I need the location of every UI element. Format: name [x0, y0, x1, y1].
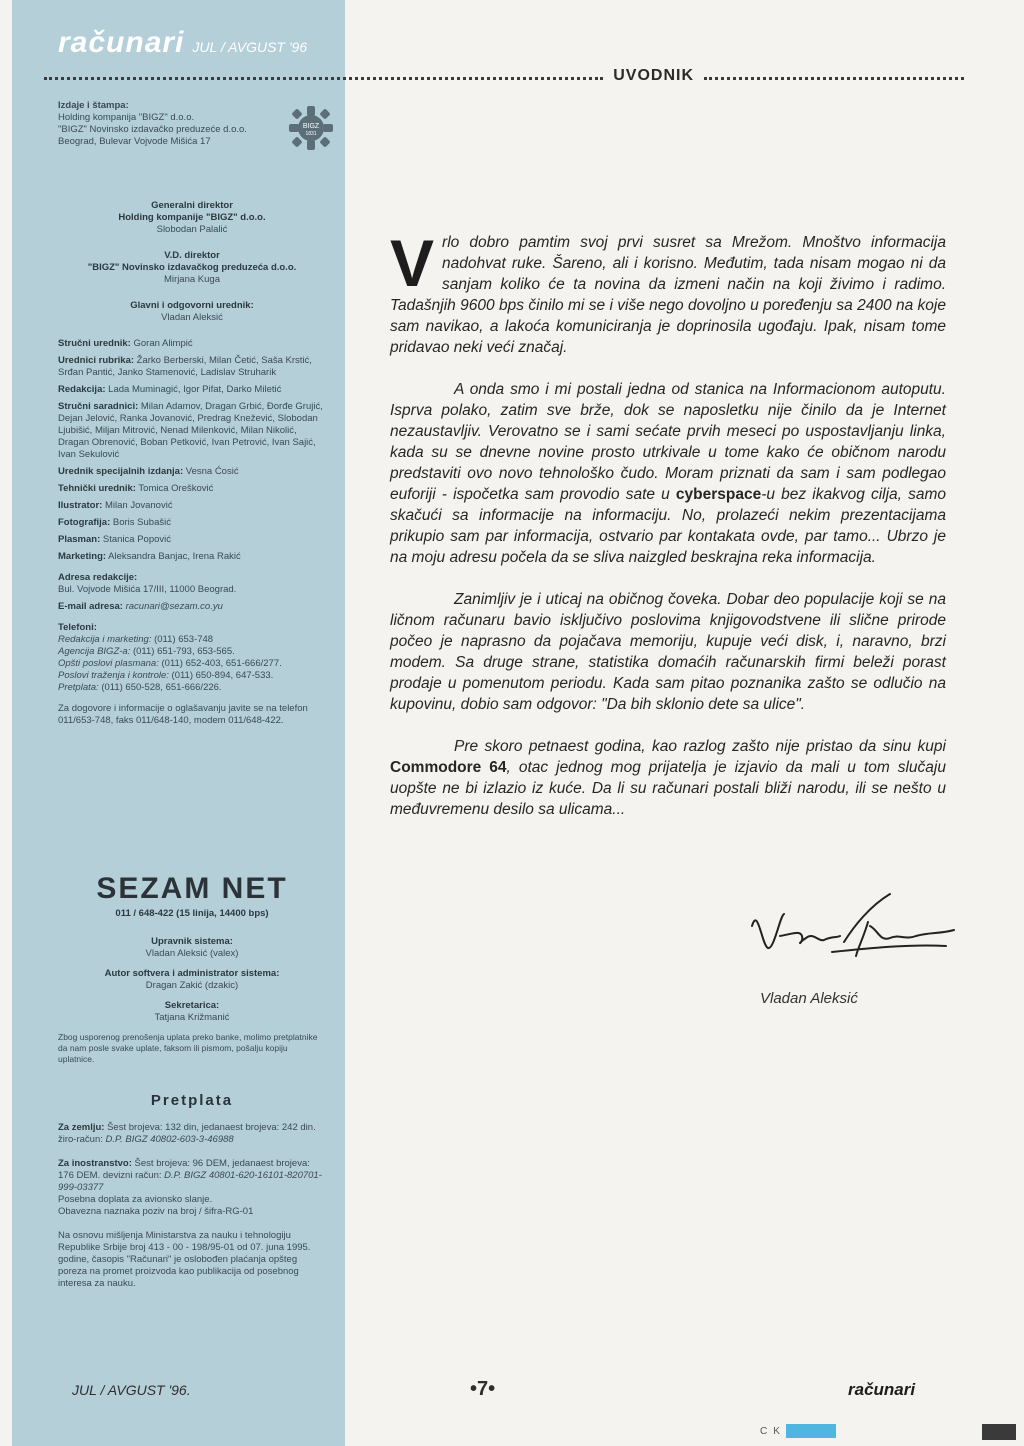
magazine-header [58, 26, 307, 66]
signature-icon [740, 886, 960, 976]
editor-in-chief: Glavni i odgovorni urednik: Vladan Aleksić [130, 300, 254, 323]
section-title: UVODNIK [613, 67, 694, 84]
sezam-subtitle: 011 / 648-422 (15 linija, 14400 bps) [115, 908, 269, 919]
bigz-logo-icon [287, 104, 335, 152]
article-paragraph: Vrlo dobro pamtim svoj prvi susret sa Mrežom. Mnoštvo informacija nadohvat ruke. Šareno, ali i korisno. Međutim, tada nisam mogao ni da sanjam koliko će ta novina da izmeni način na koji živimo i radimo. Tadašnjih 9600 bps činilo mi se i više nego dovoljno u poređenju sa 2400 na koje sam navikao, a lakoća komuniciranja je doprinosila ugođaju. Ipak, nisam tome pridavao neki veći značaj. [390, 226, 946, 356]
staff-entry: Tehnički urednik: Tomica Orešković [58, 483, 214, 494]
page-number: •7• [470, 1378, 496, 1400]
registration-mark [982, 1424, 1016, 1440]
logo-text: BIGZ [302, 123, 320, 130]
staff-entry: Redakcija: Lada Muminagić, Igor Pifat, Darko Miletić [58, 384, 282, 395]
section-divider [44, 68, 964, 84]
subscription-title: Pretplata [150, 1092, 234, 1109]
publisher-block [58, 100, 288, 148]
drop-cap: V [390, 226, 435, 300]
staff-entry: Ilustrator: Milan Jovanović [58, 500, 173, 511]
staff-entry: Stručni urednik: Goran Alimpić [58, 338, 193, 349]
cyan-swatch [786, 1424, 836, 1438]
masthead [58, 200, 326, 732]
sezam-note: Zbog usporenog prenošenja uplata preko banke, molimo pretplatnike da nam posle svake uplate, faksom ili pismom, pošalju kopiju uplatnice. [58, 1032, 318, 1064]
acting-director: V.D. direktor "BIGZ" Novinsko izdavačkog preduzeća d.o.o. Mirjana Kuga [87, 250, 297, 285]
staff-entry: Stručni saradnici: Milan Adamov, Dragan Grbić, Đorđe Grujić, Dejan Jelović, Ranka Jovanović, Predrag Knežević, Slobodan Ljubišić, Miljan Mitrović, Nenad Milenković, Milan Nikolić, Dragan Obrenović, Boban Petković, Ivan Petrović, Ivan Sajić, Ivan Sekulović [58, 401, 323, 460]
staff-entry: Urednici rubrika: Žarko Berberski, Milan Četić, Saša Krstić, Srđan Pantić, Janko Stamenović, Ladislav Struharik [58, 355, 312, 378]
article-paragraph: Zanimljiv je i uticaj na običnog čoveka. Dobar deo populacije koji se na ličnom računaru bavio isključivo poslovima knjigovodstvene ili slične prirode počeo je naprasno da pojačava memoriju, kupuje veći disk, i, naravno, brzi modem. Sa druge strane, statistika domaćih računarskih firmi beleži porast prodaje u pomenutom periodu. Kada sam pitao poznanika zašto se odlučio na kupovinu, dobio sam odgovor: "Da bih sklonio dete sa ulice". [390, 591, 946, 713]
publisher-line: Holding kompanija "BIGZ" d.o.o. [58, 112, 195, 123]
ads-note: Za dogovore i informacije o oglašavanju javite se na telefon 011/653-748, faks 011/648-140, modem 011/648-422. [58, 703, 308, 726]
staff-entry: Marketing: Aleksandra Banjac, Irena Rakić [58, 551, 241, 562]
article-paragraph: A onda smo i mi postali jedna od stanica na Informacionom autoputu. Isprva polako, zatim sve brže, dok se naposletku nije činilo da je Internet nezaustavljiv. Verovatno se i sami sećate prvih meseci po uspostavljanju linka, kada su se dnevne novine prosto utrkivale u tome kako će običnom narodu predstaviti ovo novo tehnološko čudo. Moram priznati da sam i sam podlegao euforiji - ispočetka sam provodio sate u cyberspace-u bez ikakvog cilja, samo skačući sa informacije na informaciju. No, prolazeći nekim prezentacijama prikupio sam par informacija, ostvario par kontakata ovde, par tamo... Ubrzo je na moju adresu počela da se sliva naizgled beskrajna reka informacija. [390, 381, 946, 566]
publisher-label: Izdaje i štampa: [58, 100, 129, 111]
article-paragraph: Pre skoro petnaest godina, kao razlog zašto nije pristao da sinu kupi Commodore 64, otac jednog mog prijatelja je izjavio da mali u tom slučaju uopšte ne bi izlazio iz kuće. Da li su računari postali bliži narodu, ili se nešto u međuvremenu desilo sa ulicama... [390, 738, 946, 818]
staff-entry: Plasman: Stanica Popović [58, 534, 172, 545]
magazine-logo: računari [58, 26, 185, 59]
address: Adresa redakcije: Bul. Vojvode Mišića 17/III, 11000 Beograd. [58, 572, 237, 595]
email: E-mail adresa: racunari@sezam.co.yu [58, 601, 223, 612]
sezam-staff: Upravnik sistema: Vladan Aleksić (valex) Autor softvera i administrator sistema: Dragan Zakić (dzakic) Sekretarica: Tatjana Križmanić Zbog usporenog prenošenja uplata preko banke, molimo pretplatnike da nam posle svake uplate, faksom ili pismom, pošalju kopiju uplatnice. [58, 936, 326, 1065]
footer-issue: JUL / AVGUST '96. [72, 1382, 191, 1398]
publisher-line: Beograd, Bulevar Vojvode Mišića 17 [58, 136, 211, 147]
general-director: Generalni direktor Holding kompanije "BIGZ" d.o.o. Slobodan Palalić [118, 200, 266, 235]
publisher-line: "BIGZ" Novinsko izdavačko preduzeće d.o.o. [58, 124, 247, 135]
print-color-marks: C K [760, 1422, 836, 1440]
subscription-domestic: Za zemlju: Šest brojeva: 132 din, jedanaest brojeva: 242 din. žiro-račun: D.P. BIGZ 40802-603-3-46988 [58, 1122, 316, 1145]
subscription-foreign: Za inostranstvo: Šest brojeva: 96 DEM, jedanaest brojeva: 176 DEM. devizni račun: D.P. BIGZ 40801-620-16101-820701-999-03377 Posebna doplata za avionsko slanje. Obavezna naznaka poziv na broj / šifra-RG-01 [58, 1158, 322, 1217]
editorial-article [390, 226, 946, 841]
logo-year: 1831 [305, 131, 317, 137]
sezam-title: SEZAM NET [96, 872, 288, 905]
footer-logo: računari [848, 1380, 916, 1399]
signer-name: Vladan Aleksić [760, 990, 858, 1007]
subscription-block [58, 1122, 326, 1302]
staff-entry: Urednik specijalnih izdanja: Vesna Ćosić [58, 466, 239, 477]
ministry-note: Na osnovu mišljenja Ministarstva za nauku i tehnologiju Republike Srbije broj 413 - 00 - 198/95-01 od 07. juna 1995. godine, časopis "Računari" je oslobođen plaćanja opšteg poreza na promet proizvoda kao publikacija od posebnog interesa za nauku. [58, 1230, 311, 1289]
issue-label: JUL / AVGUST '96 [192, 39, 308, 55]
phones: Telefoni: Redakcija i marketing: (011) 653-748 Agencija BIGZ-a: (011) 651-793, 653-565. Opšti poslovi plasmana: (011) 652-403, 651-666/277. Poslovi traženja i kontrole: (011) 650-894, 647-533. Pretplata: (011) 650-528, 651-666/226. [58, 622, 282, 693]
staff-entry: Fotografija: Boris Subašić [58, 517, 171, 528]
